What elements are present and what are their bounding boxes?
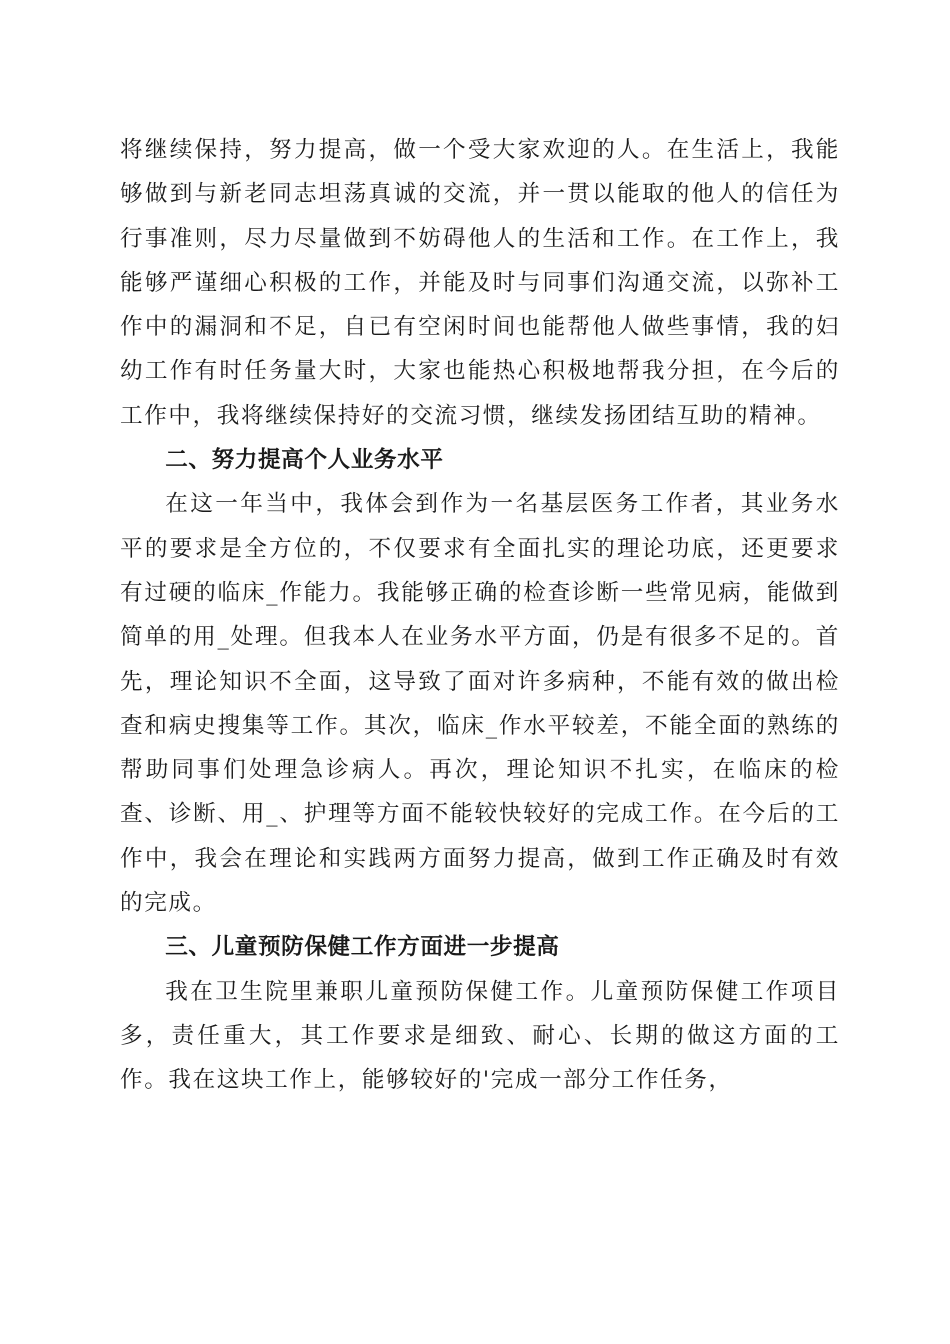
- heading-child-health: 三、儿童预防保健工作方面进一步提高: [165, 934, 560, 961]
- document-body: [120, 128, 840, 1103]
- paragraph-business-level: 在这一年当中，我体会到作为一名基层医务工作者，其业务水平的要求是全方位的，不仅要求有全面扎实的理论功底，还更要求有过硬的临床_作能力。我能够正确的检查诊断一些常见病，能做到简单的用_处理。但我本人在业务水平方面，仍是有很多不足的。首先，理论知识不全面，这导致了面对许多病种，不能有效的做出检查和病史搜集等工作。其次，临床_作水平较差，不能全面的熟练的帮助同事们处理急诊病人。再次，理论知识不扎实，在临床的检查、诊断、用_、护理等方面不能较快较好的完成工作。在今后的工作中，我会在理论和实践两方面努力提高，做到工作正确及时有效的完成。: [120, 491, 840, 917]
- heading-business-level: 二、努力提高个人业务水平: [165, 447, 444, 474]
- paragraph-relationships: 将继续保持，努力提高，做一个受大家欢迎的人。在生活上，我能够做到与新老同志坦荡真诚的交流，并一贯以能取的他人的信任为行事准则，尽力尽量做到不妨碍他人的生活和工作。在工作上，我能够严谨细心积极的工作，并能及时与同事们沟通交流，以弥补工作中的漏洞和不足，自已有空闲时间也能帮他人做些事情，我的妇幼工作有时任务量大时，大家也能热心积极地帮我分担，在今后的工作中，我将继续保持好的交流习惯，继续发扬团结互助的精神。: [120, 137, 840, 429]
- paragraph-child-health: 我在卫生院里兼职儿童预防保健工作。儿童预防保健工作项目多，责任重大，其工作要求是细致、耐心、长期的做这方面的工作。我在这块工作上，能够较好的'完成一部分工作任务，: [120, 978, 840, 1094]
